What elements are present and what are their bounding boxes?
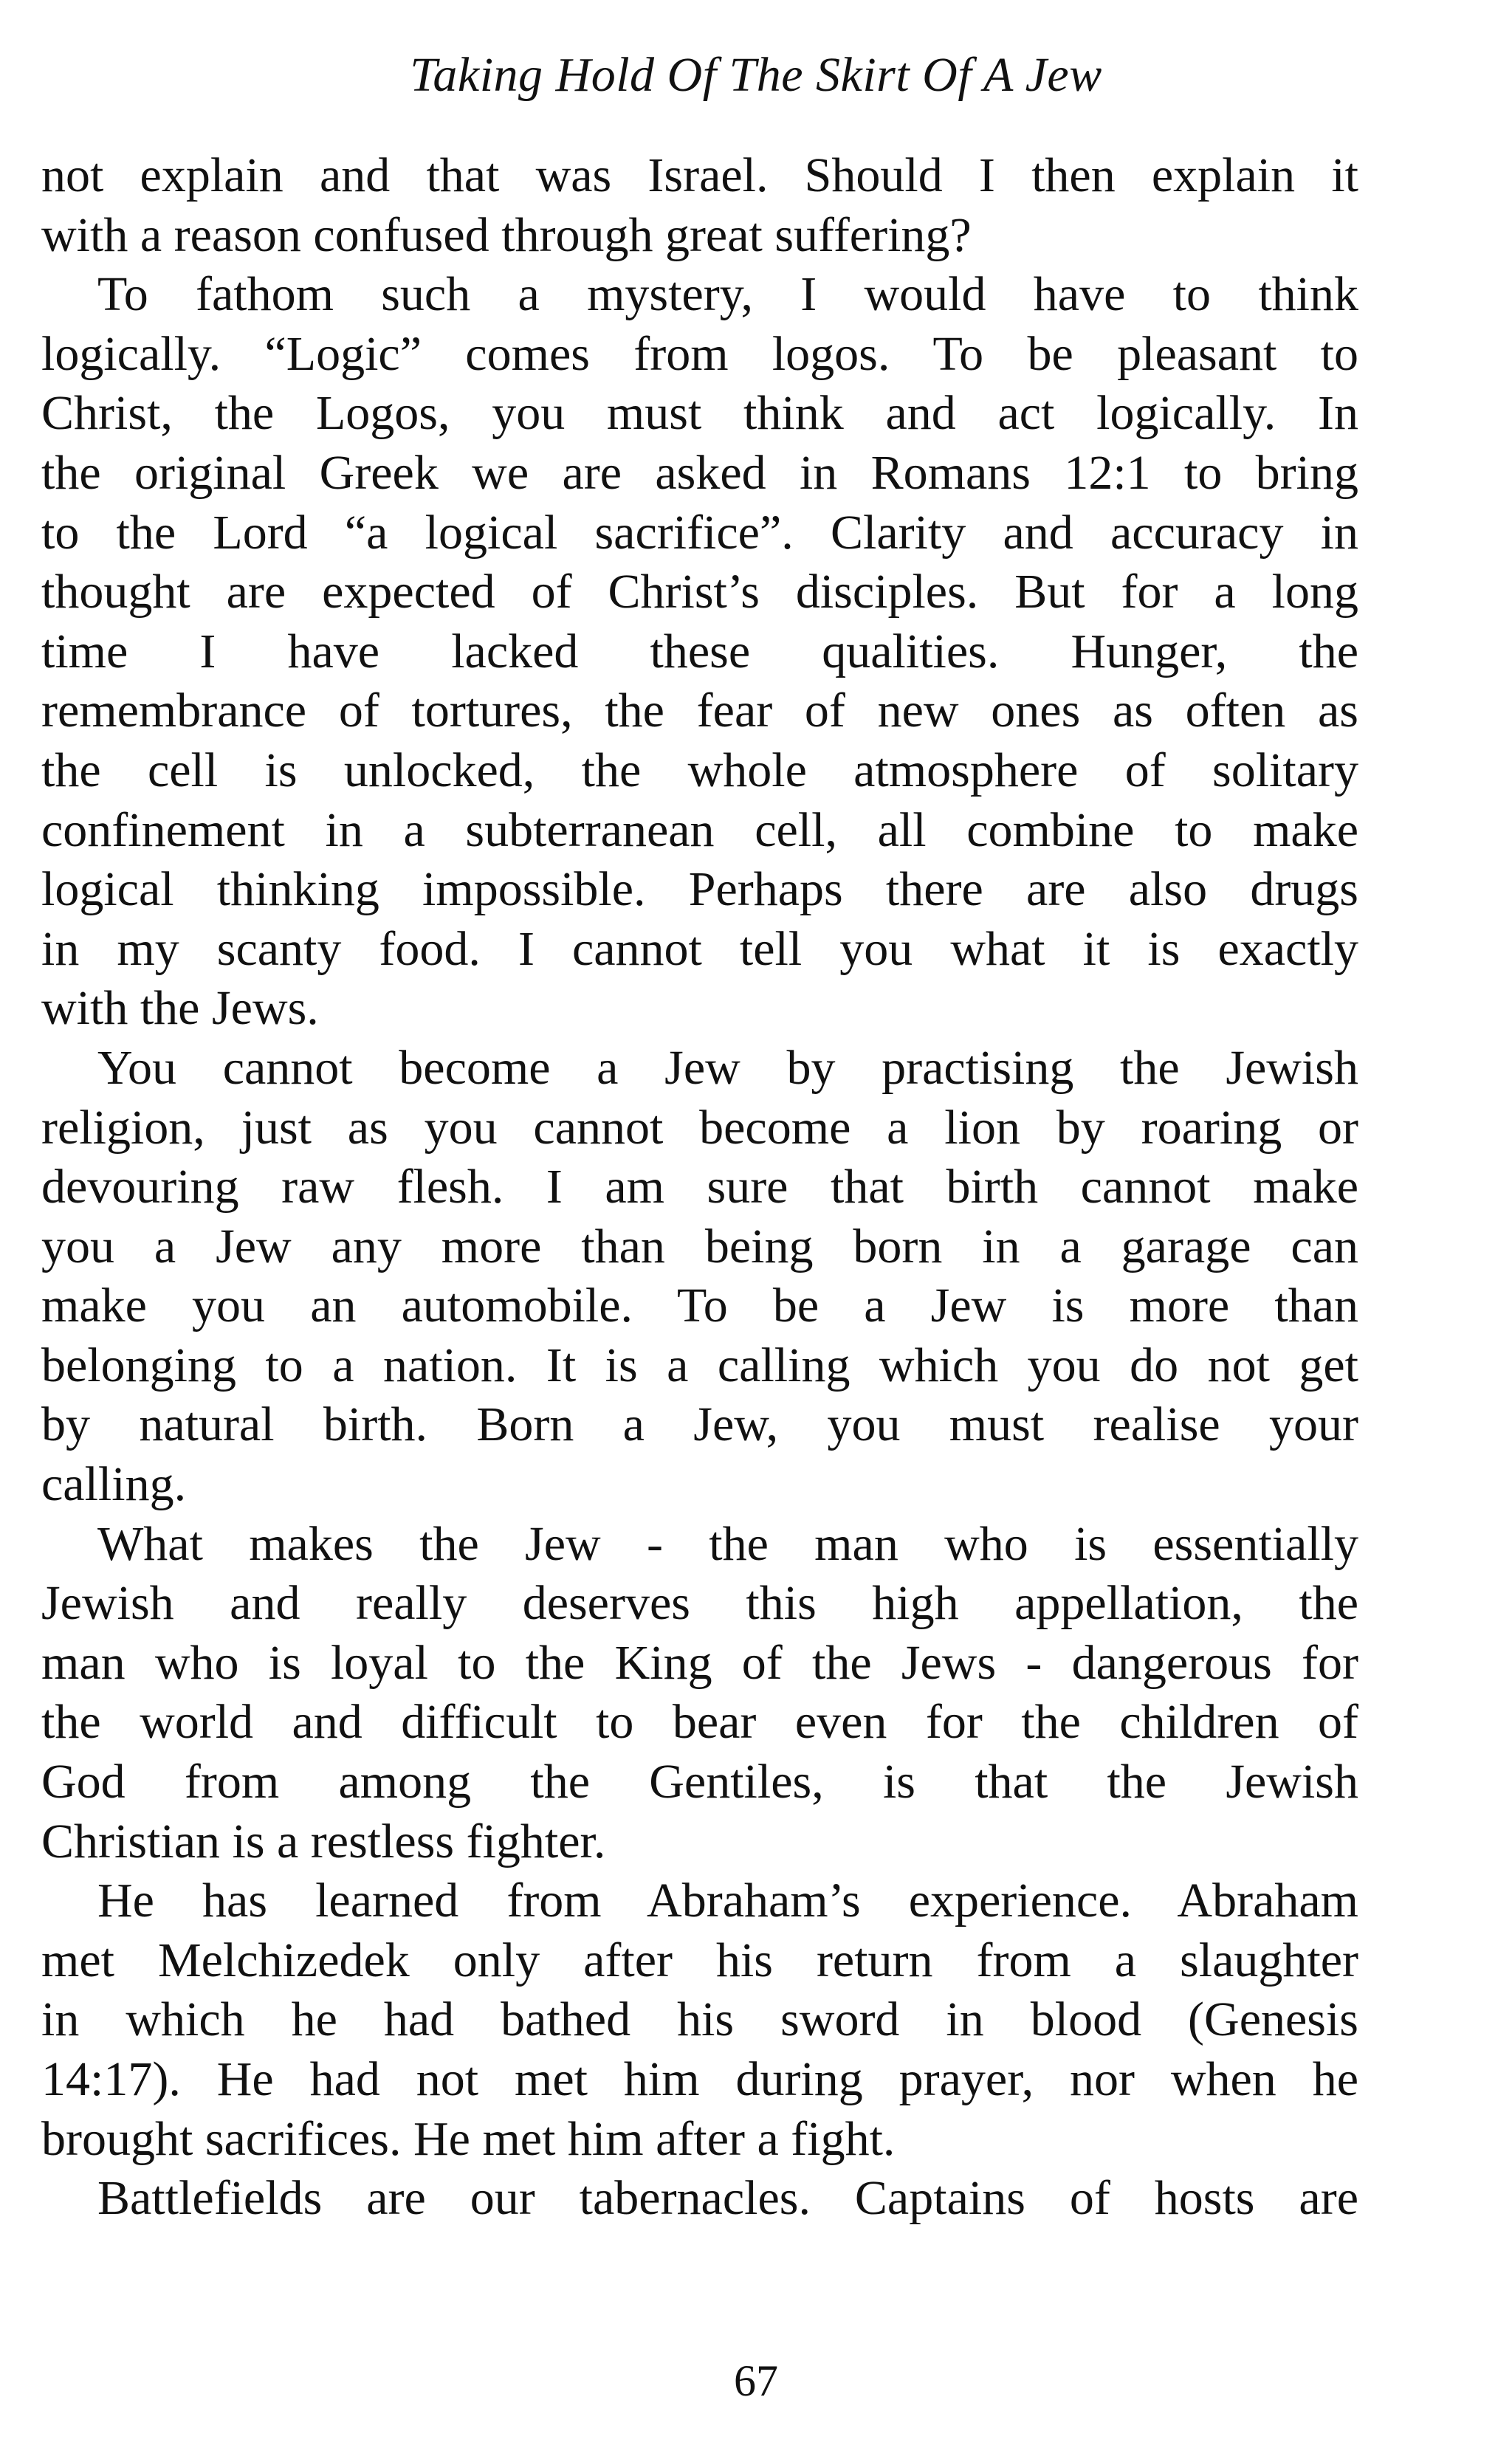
text-line: thought are expected of Christ’s disciples. But for a long xyxy=(41,565,1358,619)
text-line: Christian is a restless fighter. xyxy=(41,1814,606,1868)
text-line: God from among the Gentiles, is that the Jewish xyxy=(41,1755,1358,1809)
text-line: with a reason confused through great suffering? xyxy=(41,207,972,262)
text-line: logical thinking impossible. Perhaps there are also drugs xyxy=(41,862,1358,917)
text-line: in my scanty food. I cannot tell you what it is exactly xyxy=(41,921,1358,976)
page-number: 67 xyxy=(734,2356,778,2405)
text-line: He has learned from Abraham’s experience. Abraham xyxy=(97,1874,1358,1928)
text-line: Jewish and really deserves this high appellation, the xyxy=(41,1576,1358,1631)
text-line: Battlefields are our tabernacles. Captains of hosts are xyxy=(97,2171,1358,2226)
text-line: not explain and that was Israel. Should I then explain it xyxy=(41,148,1358,202)
text-line: make you an automobile. To be a Jew is more than xyxy=(41,1279,1358,1333)
text-line: logically. “Logic” comes from logos. To be pleasant to xyxy=(41,326,1358,381)
text-line: belonging to a nation. It is a calling which you do not get xyxy=(41,1338,1358,1392)
text-line: with the Jews. xyxy=(41,981,319,1036)
text-line: You cannot become a Jew by practising the Jewish xyxy=(97,1040,1358,1095)
text-line: What makes the Jew - the man who is essentially xyxy=(97,1516,1358,1571)
text-line: calling. xyxy=(41,1457,187,1512)
text-line: the original Greek we are asked in Romans 12:1 to bring xyxy=(41,445,1358,500)
text-line: 14:17). He had not met him during prayer, nor when he xyxy=(41,2052,1358,2106)
text-line: by natural birth. Born a Jew, you must realise your xyxy=(41,1397,1358,1452)
text-line: brought sacrifices. He met him after a fight. xyxy=(41,2111,896,2166)
text-line: in which he had bathed his sword in blood (Genesis xyxy=(41,1992,1358,2047)
text-line: to the Lord “a logical sacrifice”. Clarity and accuracy in xyxy=(41,505,1358,560)
text-line: man who is loyal to the King of the Jews - dangerous for xyxy=(41,1635,1358,1690)
body-text xyxy=(41,146,1358,2229)
text-line: remembrance of tortures, the fear of new ones as often as xyxy=(41,684,1358,738)
text-line: confinement in a subterranean cell, all combine to make xyxy=(41,802,1358,857)
text-line: Christ, the Logos, you must think and act logically. In xyxy=(41,386,1358,441)
text-line: the world and difficult to bear even for the children of xyxy=(41,1695,1358,1750)
text-line: you a Jew any more than being born in a garage can xyxy=(41,1219,1358,1273)
text-line: To fathom such a mystery, I would have to think xyxy=(97,267,1358,322)
text-line: devouring raw flesh. I am sure that birth cannot make xyxy=(41,1160,1358,1214)
text-line: religion, just as you cannot become a lion by roaring or xyxy=(41,1100,1358,1155)
running-head: Taking Hold Of The Skirt Of A Jew xyxy=(410,48,1102,102)
text-line: time I have lacked these qualities. Hunger, the xyxy=(41,624,1358,678)
text-line: the cell is unlocked, the whole atmosphere of solitary xyxy=(41,743,1358,797)
text-line: met Melchizedek only after his return from a slaughter xyxy=(41,1933,1358,1987)
